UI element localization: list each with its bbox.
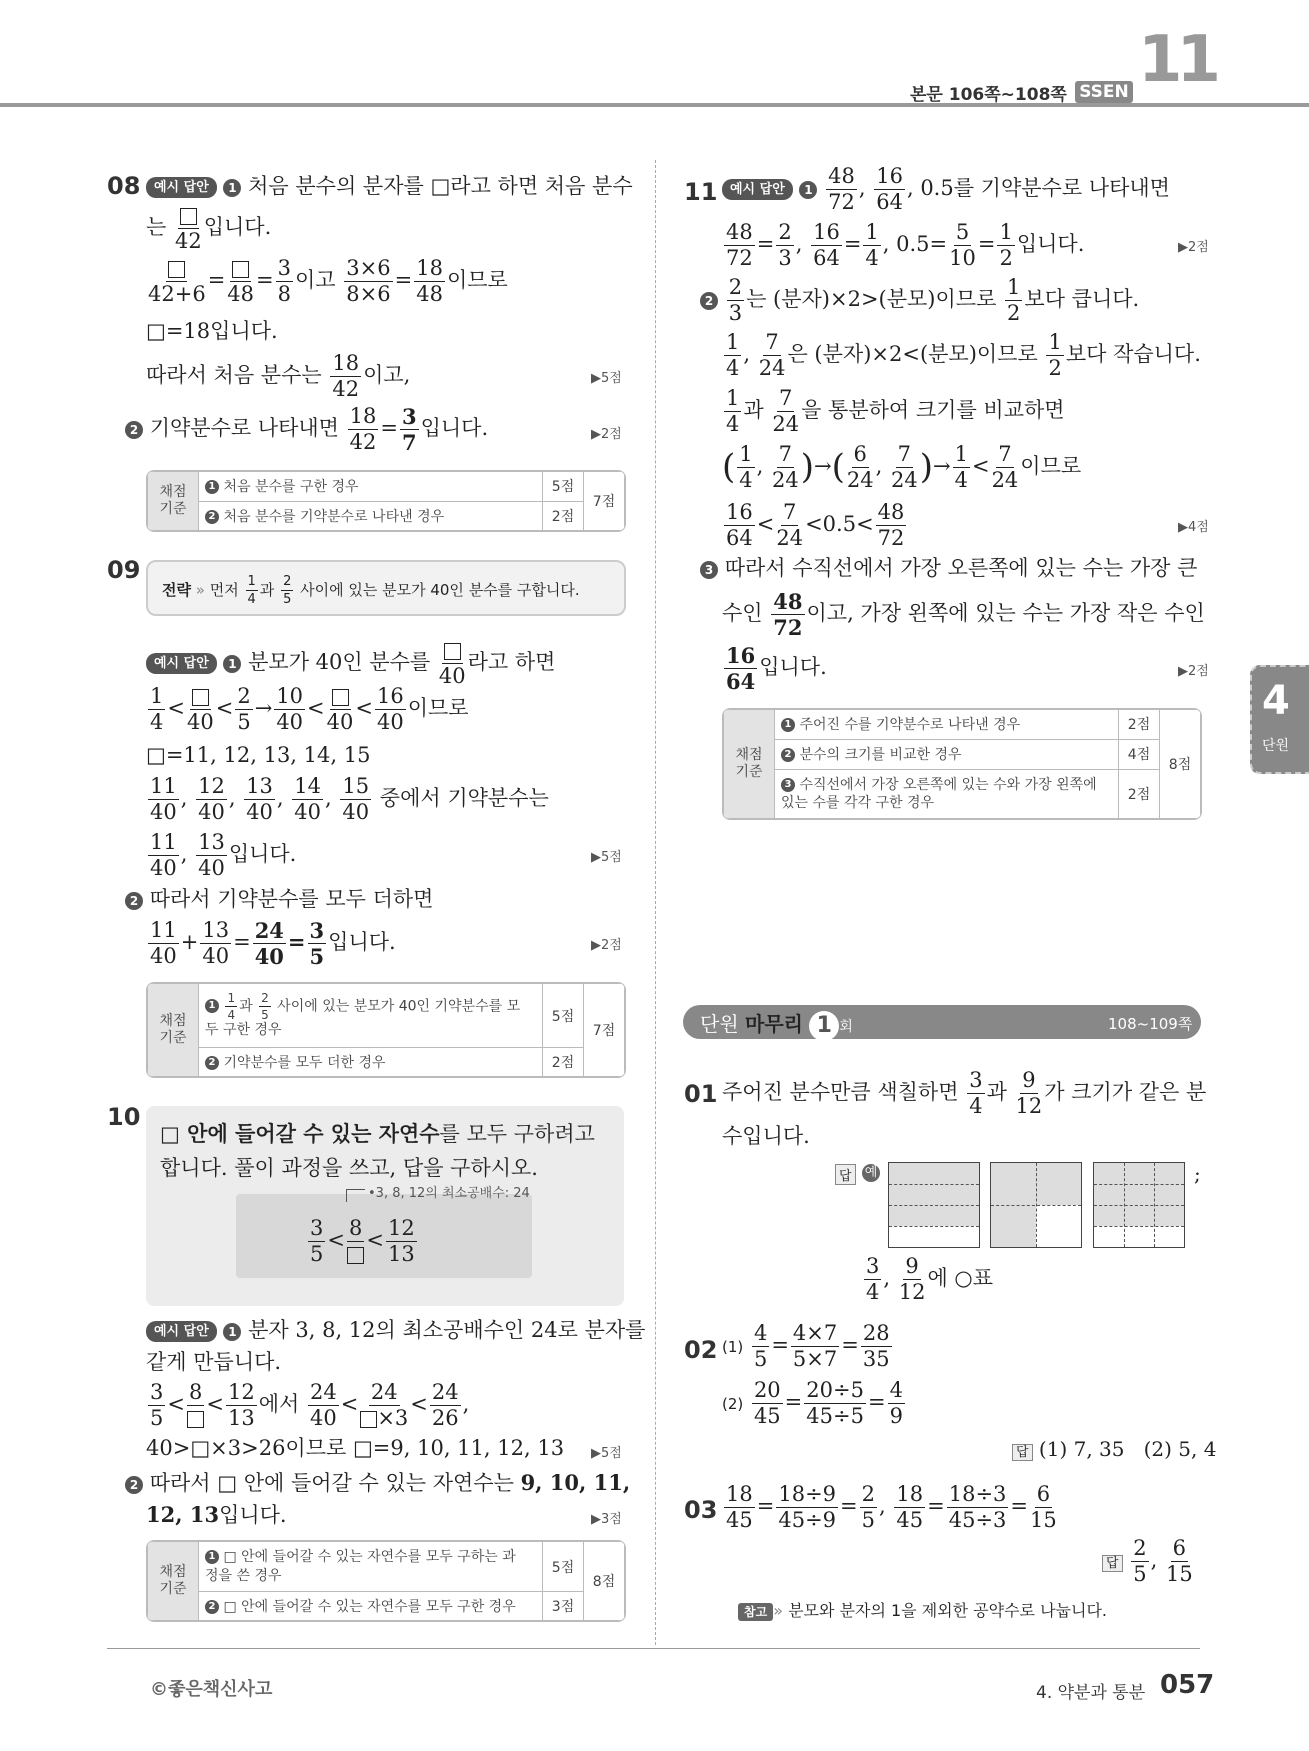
q08-line2 [146, 205, 271, 252]
fraction: $\frac{3}{4}$ [969, 1068, 983, 1118]
fraction: $\frac{16}{64}$ [813, 220, 840, 270]
semicolon: ; [1194, 1162, 1201, 1186]
q10-line2: 같게 만듭니다. [146, 1350, 282, 1374]
shaded-area [889, 1163, 979, 1226]
fraction: $\frac{3}{5}$ [309, 918, 325, 969]
r01-text1b: 과 [986, 1080, 1007, 1104]
fraction: $\frac{10}{40}$ [276, 684, 304, 734]
criteria-points: 5점 [543, 1542, 584, 1592]
criteria-total: 8점 [1160, 710, 1201, 819]
criteria-row [775, 710, 1119, 740]
fraction: 40 [187, 686, 214, 733]
fraction: $\frac{7}{24}$ [991, 442, 1019, 492]
fraction: $\frac{18}{42}$ [332, 351, 360, 401]
step-1-icon: 1 [781, 718, 795, 732]
note-label: 참고 [738, 1603, 773, 1621]
question-number-11: 11 [684, 178, 718, 206]
fraction-grid-3 [1093, 1162, 1185, 1248]
fraction: $\frac{48}{72}$ [877, 500, 905, 550]
fraction: $\frac{16}{64}$ [876, 164, 903, 214]
note-text: 분모와 분자의 1을 제외한 공약수로 나눕니다. [788, 1601, 1107, 1620]
criteria-row [199, 1592, 543, 1621]
fraction: $\frac{7}{24}$ [772, 386, 800, 436]
fraction: 40 [439, 640, 466, 687]
criteria-text: 정을 쓴 경우 [205, 1567, 282, 1584]
fraction: $\frac{48}{72}$ [726, 220, 753, 270]
fraction: $\frac{7}{24}$ [890, 442, 918, 492]
r01-text1a: 주어진 분수만큼 색칠하면 [722, 1080, 959, 1104]
fraction: $\frac{12}{40}$ [198, 774, 225, 824]
points: ▶2점 [1178, 664, 1209, 679]
fraction: $\frac{20}{45}$ [753, 1378, 781, 1428]
q09-text5: 입니다. [228, 842, 297, 866]
q09-line1 [146, 640, 555, 687]
fraction: $\frac{12}{13}$ [387, 1216, 415, 1266]
fraction: $\frac{48}{72}$ [828, 164, 855, 214]
q11-line1: 예시 답안 1 $\frac{48}{72}$ , $\frac{16}{64}$ , 0.5를 기약분수로 나타내면 [722, 166, 1170, 213]
fraction: $\frac{7}{24}$ [776, 500, 804, 550]
example-answer-badge: 예시 답안 [722, 179, 793, 201]
criteria-row [775, 739, 1119, 769]
fraction: $\frac{2}{5}$ [283, 574, 292, 607]
points: ▶3점 [591, 1512, 622, 1527]
q11-text4b: 보다 작습니다. [1065, 342, 1201, 366]
step-2-icon: 2 [781, 748, 795, 762]
step-1-icon: 1 [205, 999, 219, 1013]
problem-inequality: $\frac{3}{5}$ < 8 < $\frac{12}{13}$ [310, 1216, 415, 1266]
part-1-label: (1) [722, 1338, 744, 1356]
q08-text5b: 이고, [363, 363, 411, 387]
fraction: $\frac{12}{13}$ [227, 1380, 255, 1430]
q11-text9b: 이고, 가장 왼쪽에 있는 수는 가장 작은 수인 [806, 601, 1205, 625]
points: ▶5점 [591, 1446, 622, 1461]
fraction: $\frac{3}{5}$ [150, 1380, 164, 1430]
fraction: $\frac{1}{2}$ [1048, 330, 1062, 380]
strategy-text: 사이에 있는 분모가 40인 분수를 구합니다. [300, 581, 580, 599]
unit-number: 4 [1262, 678, 1290, 724]
fraction: $\frac{13}{40}$ [202, 918, 230, 968]
criteria-label: 채점 기준 [148, 984, 199, 1077]
strategy-text: 먼저 [209, 581, 239, 599]
header-rule [0, 103, 1309, 107]
r01-answer2: $\frac{3}{4}$ , $\frac{9}{12}$ 에 ○표 [866, 1254, 994, 1304]
q09-scoring-table [146, 982, 626, 1078]
page-number: 057 [1160, 1670, 1215, 1700]
strategy-label: 전략 [162, 581, 191, 599]
fraction: $\frac{16}{64}$ [726, 643, 756, 694]
fraction: $\frac{4\times 7}{5\times 7}$ [792, 1321, 838, 1371]
q08-line6: 2 기약분수로 나타내면 $\frac{18}{42}$ = $\frac{3}{7}$ 입니다. [125, 406, 488, 453]
fraction: $\frac{24}{\times 3}$ [360, 1382, 408, 1429]
fraction: $\frac{2}{3}$ [728, 275, 743, 325]
fraction: $\frac{1}{4}$ [247, 574, 256, 607]
criteria-text: 분수의 크기를 비교한 경우 [799, 747, 962, 764]
fraction: $\frac{6}{24}$ [846, 442, 874, 492]
q08-text1: 처음 분수의 분자를 □라고 하면 처음 분수 [248, 174, 633, 198]
q09-text1b: 라고 하면 [467, 650, 556, 674]
q08-line3: 42+6 = 48 = $\frac{3}{8}$ 이고 $\frac{3\times 6}{8\times 6}$ = $\frac{18}{48}$ 이므로 [148, 256, 508, 306]
step-2-icon: 2 [125, 892, 143, 910]
points: ▶2점 [591, 938, 622, 953]
shaded-area [1036, 1163, 1081, 1205]
criteria-label: 채점 기준 [148, 1542, 199, 1621]
q08-text2b: 입니다. [203, 215, 272, 239]
answer-label: 답 [1012, 1444, 1033, 1461]
fraction: $\frac{13}{40}$ [246, 774, 273, 824]
q11-line10 [722, 645, 827, 692]
fraction: $\frac{9}{12}$ [1015, 1068, 1043, 1118]
question-number-09: 09 [107, 556, 141, 584]
criteria-points: 2점 [1119, 769, 1160, 818]
fraction: $\frac{14}{40}$ [294, 774, 322, 824]
fraction: $\frac{24}{26}$ [431, 1380, 459, 1430]
r01-text1c: 가 크기가 같은 분 [1044, 1080, 1207, 1104]
r03-note: 참고 » 분모와 분자의 1을 제외한 공약수로 나눕니다. [738, 1598, 1107, 1621]
fraction: 42+6 [148, 258, 206, 305]
q09-line4: $\frac{11}{40}$ , $\frac{12}{40}$ , $\frac{13}{40}$ , $\frac{14}{40}$ , $\frac{15}{40}$ 중에서 기약분수는 [150, 774, 549, 824]
criteria-points: 5점 [543, 984, 584, 1048]
fraction: $\frac{28}{35}$ [862, 1321, 890, 1371]
fraction: $\frac{13}{40}$ [198, 830, 225, 880]
problem-line1 [160, 1118, 595, 1148]
criteria-label: 채점 기준 [724, 710, 775, 819]
answer-label: 답 [835, 1164, 856, 1185]
unit-label: 단원 [1262, 738, 1290, 754]
fraction: $\frac{15}{40}$ [342, 774, 370, 824]
q09-text4: 중에서 기약분수는 [379, 786, 549, 810]
q08-line5 [146, 353, 410, 400]
fraction: $\frac{16}{64}$ [726, 500, 753, 550]
criteria-row [199, 1048, 543, 1077]
example-label: 예 [862, 1164, 880, 1182]
q10-line4: 40>□×3>26이므로 □=9, 10, 11, 12, 13 [146, 1436, 565, 1460]
round-suffix: 회 [839, 1019, 853, 1035]
q10-line3: $\frac{3}{5}$ < 8 < $\frac{12}{13}$ 에서 $\frac{24}{40}$ < $\frac{24}{\times 3}$ < $\frac{24}{26}$ , [150, 1380, 470, 1430]
criteria-text: 수직선에서 가장 오른쪽에 있는 수와 가장 왼쪽에 [799, 776, 1097, 793]
fraction: $\frac{3}{4}$ [866, 1254, 880, 1304]
q11-text5a: 과 [743, 398, 764, 422]
step-2-icon: 2 [205, 1600, 219, 1614]
brand-logo: SSEN [1075, 81, 1133, 103]
q10-text5a: 따라서 □ 안에 들어갈 수 있는 자연수는 [149, 1471, 514, 1495]
round-circle: 1 [809, 1011, 839, 1041]
q11-text9a: 수인 [722, 601, 763, 625]
fraction: $\frac{24}{40}$ [309, 1380, 337, 1430]
q11-text1: , 0.5를 기약분수로 나타내면 [906, 176, 1170, 200]
r03-line1: $\frac{18}{45}$ = $\frac{18\div 9}{45\div 9}$ = $\frac{2}{5}$ , $\frac{18}{45}$ = $\frac{18\div 3}{45\div 3}$ = $\frac{6}{15}$ [726, 1482, 1057, 1532]
fraction: $\frac{2}{5}$ [1133, 1536, 1147, 1586]
strategy-box [146, 560, 626, 616]
r01-answer-text: 에 ○표 [927, 1266, 994, 1290]
points: ▶2점 [591, 427, 622, 442]
header-pages: 본문 106쪽~108쪽 [910, 85, 1067, 105]
q11-line2: $\frac{48}{72}$ = $\frac{2}{3}$ , $\frac{16}{64}$ = $\frac{1}{4}$ , 0.5= $\frac{5}{10}$ = $\frac{1}{2}$ 입니다. [726, 220, 1085, 270]
strategy-text: 과 [259, 581, 275, 599]
fraction: $\frac{18\div 3}{45\div 3}$ [948, 1482, 1007, 1532]
q09-line7: $\frac{11}{40}$ + $\frac{13}{40}$ = $\frac{24}{40}$ = $\frac{3}{5}$ 입니다. [150, 918, 396, 969]
fraction: $\frac{1}{4}$ [865, 220, 879, 270]
fraction: $\frac{3}{7}$ [401, 404, 417, 455]
q11-text10: 입니다. [759, 655, 827, 679]
question-number-02: 02 [684, 1336, 718, 1364]
question-number-10: 10 [107, 1103, 141, 1131]
fraction: $\frac{18\div 9}{45\div 9}$ [778, 1482, 837, 1532]
fraction: $\frac{1}{4}$ [227, 990, 236, 1022]
criteria-text: 기약분수를 모두 더한 경우 [223, 1055, 386, 1071]
criteria-total: 7점 [584, 472, 625, 531]
q11-text5b: 을 통분하여 크기를 비교하면 [801, 398, 1065, 422]
q10-line1 [146, 1318, 645, 1343]
q10-text3: 에서 [258, 1392, 300, 1416]
fraction: $\frac{1}{2}$ [1007, 275, 1021, 325]
q08-text2a: 는 [146, 215, 167, 239]
part-2-label: (2) [722, 1395, 744, 1413]
criteria-row [199, 501, 543, 531]
shaded-area [1094, 1163, 1184, 1226]
fraction: $\frac{11}{40}$ [150, 774, 177, 824]
fraction: $\frac{4}{5}$ [753, 1321, 768, 1371]
criteria-total: 8점 [584, 1542, 625, 1621]
q10-line5 [125, 1470, 630, 1496]
fraction: $\frac{11}{40}$ [150, 830, 177, 880]
logo-number: 11 [1138, 23, 1216, 97]
fraction: $\frac{9}{12}$ [898, 1254, 926, 1304]
q08-text5a: 따라서 처음 분수는 [146, 363, 322, 387]
r03-answer: 답 $\frac{2}{5}$ , $\frac{6}{15}$ [1102, 1538, 1195, 1585]
q10-text1: 분자 3, 8, 12의 최소공배수인 24로 분자를 [248, 1318, 646, 1342]
criteria-points: 2점 [543, 1048, 584, 1077]
criteria-text: 두 구한 경우 [205, 1021, 282, 1038]
q11-line6: ( $\frac{1}{4}$ , $\frac{7}{24}$ )→( $\frac{6}{24}$ , $\frac{7}{24}$ )→ $\frac{1}{4}$ < $\frac{7}{24}$ 이므로 [722, 442, 1082, 492]
example-answer-badge: 예시 답안 [146, 1321, 217, 1343]
fraction: $\frac{18}{45}$ [726, 1482, 753, 1532]
criteria-text: 있는 수를 각각 구한 경우 [781, 794, 935, 811]
step-1-icon: 1 [799, 181, 817, 199]
fraction: $\frac{1}{4}$ [150, 684, 164, 734]
step-3-icon: 3 [781, 778, 795, 792]
lcm-note-text: 3, 8, 12의 최소공배수: 24 [375, 1186, 530, 1201]
q09-text2: 이므로 [407, 696, 469, 720]
unit-review-pages: 108~109쪽 [1108, 1015, 1193, 1033]
fraction: $\frac{5}{10}$ [949, 220, 976, 270]
unit-review-title-a: 단원 [700, 1012, 739, 1036]
problem-text: 를 모두 구하려고 [439, 1122, 595, 1146]
q09-text1a: 분모가 40인 분수를 [248, 650, 431, 674]
fraction: $\frac{1}{4}$ [954, 442, 968, 492]
fraction: $\frac{16}{40}$ [377, 684, 404, 734]
q10-answer-part2: 12, 13 [146, 1502, 220, 1527]
q10-text6b: 입니다. [219, 1503, 287, 1527]
q08-line4: □=18입니다. [146, 319, 278, 343]
fraction: $\frac{11}{40}$ [150, 918, 177, 968]
points: ▶5점 [591, 371, 622, 386]
criteria-row [199, 984, 543, 1048]
q11-text3a: 는 (분자)×2>(분모)이므로 [746, 287, 997, 311]
fraction: $\frac{20\div 5}{45\div 5}$ [806, 1378, 864, 1428]
fraction: $\frac{3\times 6}{8\times 6}$ [346, 256, 391, 306]
q11-text6: 이므로 [1020, 454, 1082, 478]
fraction: $\frac{1}{2}$ [999, 220, 1013, 270]
fraction: $\frac{3}{8}$ [277, 256, 292, 306]
step-2-icon: 2 [125, 1476, 143, 1494]
step-1-icon: 1 [223, 1323, 241, 1341]
fraction: $\frac{2}{3}$ [778, 220, 792, 270]
q11-line7: $\frac{16}{64}$ < $\frac{7}{24}$ <0.5< $\frac{48}{72}$ [726, 500, 905, 550]
q08-text6b: 입니다. [420, 416, 489, 440]
criteria-text: 과 [239, 998, 253, 1015]
problem-emphasis: □ 안에 들어갈 수 있는 자연수 [160, 1121, 440, 1146]
fraction: $\frac{6}{15}$ [1165, 1536, 1193, 1586]
q11-text8: 따라서 수직선에서 가장 오른쪽에 있는 수는 가장 큰 [724, 556, 1198, 580]
points: ▶4점 [1178, 520, 1209, 535]
problem-line2: 합니다. 풀이 과정을 쓰고, 답을 구하시오. [160, 1156, 538, 1180]
criteria-text: □ 안에 들어갈 수 있는 자연수를 모두 구한 경우 [223, 1599, 516, 1615]
criteria-points: 3점 [543, 1592, 584, 1621]
step-2-icon: 2 [205, 510, 219, 524]
fraction: $\frac{18}{45}$ [896, 1482, 924, 1532]
points: ▶2점 [1178, 240, 1209, 255]
criteria-row [199, 472, 543, 502]
q08-line1 [146, 174, 633, 199]
q10-answer-part1: 9, 10, 11, [520, 1470, 631, 1495]
r02-answer [1012, 1437, 1216, 1461]
fraction: 42 [175, 205, 202, 252]
step-2-icon: 2 [700, 292, 718, 310]
fraction: $\frac{4}{9}$ [889, 1378, 903, 1428]
lcm-note: •3, 8, 12의 최소공배수: 24 [368, 1186, 530, 1201]
q10-line6 [146, 1502, 287, 1528]
footer-chapter: 4. 약분과 통분 [1036, 1683, 1146, 1703]
q09-text6: 따라서 기약분수를 모두 더하면 [149, 887, 434, 911]
criteria-points: 2점 [1119, 710, 1160, 740]
points: ▶5점 [591, 850, 622, 865]
q11-text3b: 보다 큽니다. [1024, 287, 1140, 311]
q11-line4: $\frac{1}{4}$ , $\frac{7}{24}$ 은 (분자)×2<(분모)이므로 $\frac{1}{2}$ 보다 작습니다. [726, 330, 1201, 380]
criteria-points: 5점 [543, 472, 584, 502]
r02-line2: (2) $\frac{20}{45}$ = $\frac{20\div 5}{45\div 5}$ = $\frac{4}{9}$ [722, 1378, 903, 1428]
answer-label: 답 [1102, 1555, 1123, 1572]
column-divider [655, 160, 656, 1645]
fraction: 48 [227, 258, 254, 305]
fraction: 8 [187, 1382, 204, 1429]
fraction: $\frac{18}{42}$ [349, 404, 377, 454]
fraction: $\frac{2}{5}$ [861, 1482, 876, 1532]
step-3-icon: 3 [700, 561, 718, 579]
criteria-text: 처음 분수를 기약분수로 나타낸 경우 [223, 508, 445, 525]
r01-line1 [722, 1070, 1206, 1117]
criteria-text: □ 안에 들어갈 수 있는 자연수를 모두 구하는 과 [223, 1549, 516, 1566]
criteria-text: 주어진 수를 기약분수로 나타낸 경우 [799, 717, 1021, 734]
fraction: $\frac{1}{4}$ [726, 386, 740, 436]
fraction: $\frac{24}{40}$ [254, 918, 284, 969]
fraction: 8 [347, 1218, 364, 1265]
fraction-grid-1 [888, 1162, 980, 1248]
q09-line3: □=11, 12, 13, 14, 15 [146, 743, 371, 767]
q09-line6 [125, 887, 433, 912]
strategy-line: 전략 » 먼저 $\frac{1}{4}$ 과 $\frac{2}{5}$ 사이에 있는 분모가 40인 분수를 구합니다. [162, 574, 580, 607]
fraction: $\frac{2}{5}$ [261, 990, 269, 1022]
criteria-total: 7점 [584, 984, 625, 1077]
fraction: $\frac{1}{4}$ [726, 330, 740, 380]
fraction: $\frac{7}{24}$ [758, 330, 786, 380]
step-2-icon: 2 [125, 421, 143, 439]
unit-review-title-b: 마무리 [745, 1012, 803, 1036]
criteria-label: 채점 기준 [148, 472, 199, 531]
fraction: $\frac{2}{5}$ [237, 684, 251, 734]
question-number-08: 08 [107, 172, 141, 200]
step-2-icon: 2 [205, 1056, 219, 1070]
fraction-grid-2 [990, 1162, 1082, 1248]
footer-publisher: ©좋은책신사고 [150, 1679, 273, 1700]
criteria-text: 사이에 있는 분모가 40인 기약분수를 모 [277, 998, 521, 1015]
step-1-icon: 1 [223, 655, 241, 673]
r02-line1: (1) $\frac{4}{5}$ = $\frac{4\times 7}{5\times 7}$ = $\frac{28}{35}$ [722, 1321, 890, 1371]
q10-scoring-table [146, 1540, 626, 1622]
q08-text3b: 이므로 [446, 268, 508, 292]
example-answer-badge: 예시 답안 [146, 653, 217, 675]
q11-text2: 입니다. [1016, 232, 1085, 256]
footer-rule [107, 1648, 1200, 1649]
fraction: $\frac{3}{5}$ [310, 1216, 324, 1266]
example-answer-badge: 예시 답안 [146, 177, 217, 199]
criteria-points: 4점 [1119, 739, 1160, 769]
q08-scoring-table [146, 470, 626, 532]
step-1-icon: 1 [223, 179, 241, 197]
q11-line9 [722, 591, 1205, 638]
q08-text3a: 이고 [295, 268, 336, 292]
problem-box [146, 1106, 624, 1306]
unit-review-title [700, 1008, 853, 1041]
criteria-points: 2점 [543, 501, 584, 531]
step-1-icon: 1 [205, 480, 219, 494]
question-number-03: 03 [684, 1496, 718, 1524]
q09-line2: $\frac{1}{4}$ < 40 < $\frac{2}{5}$ → $\frac{10}{40}$ < 40 < $\frac{16}{40}$ 이므로 [150, 684, 469, 734]
fraction: 40 [327, 686, 354, 733]
fraction: $\frac{6}{15}$ [1030, 1482, 1057, 1532]
criteria-text: 처음 분수를 구한 경우 [223, 479, 359, 496]
criteria-row [775, 769, 1119, 818]
q08-text6a: 기약분수로 나타내면 [149, 416, 339, 440]
fraction: $\frac{48}{72}$ [773, 589, 803, 640]
criteria-row [199, 1542, 543, 1592]
fraction: $\frac{1}{4}$ [739, 442, 753, 492]
q11-line5 [722, 388, 1065, 435]
step-1-icon: 1 [205, 1550, 219, 1564]
fraction: $\frac{7}{24}$ [772, 442, 799, 492]
fraction: $\frac{18}{48}$ [416, 256, 443, 306]
q09-line5: $\frac{11}{40}$ , $\frac{13}{40}$ 입니다. [150, 830, 297, 880]
q09-text7: 입니다. [328, 930, 396, 954]
q11-line3 [700, 277, 1139, 324]
q11-scoring-table [722, 708, 1202, 820]
note-leader [346, 1189, 365, 1202]
r01-line2: 수입니다. [722, 1124, 810, 1148]
r02-answer-text: (1) 7, 35 (2) 5, 4 [1038, 1437, 1217, 1461]
q11-text4a: 은 (분자)×2<(분모)이므로 [787, 342, 1038, 366]
q11-line8 [700, 556, 1197, 581]
question-number-01: 01 [684, 1080, 718, 1108]
